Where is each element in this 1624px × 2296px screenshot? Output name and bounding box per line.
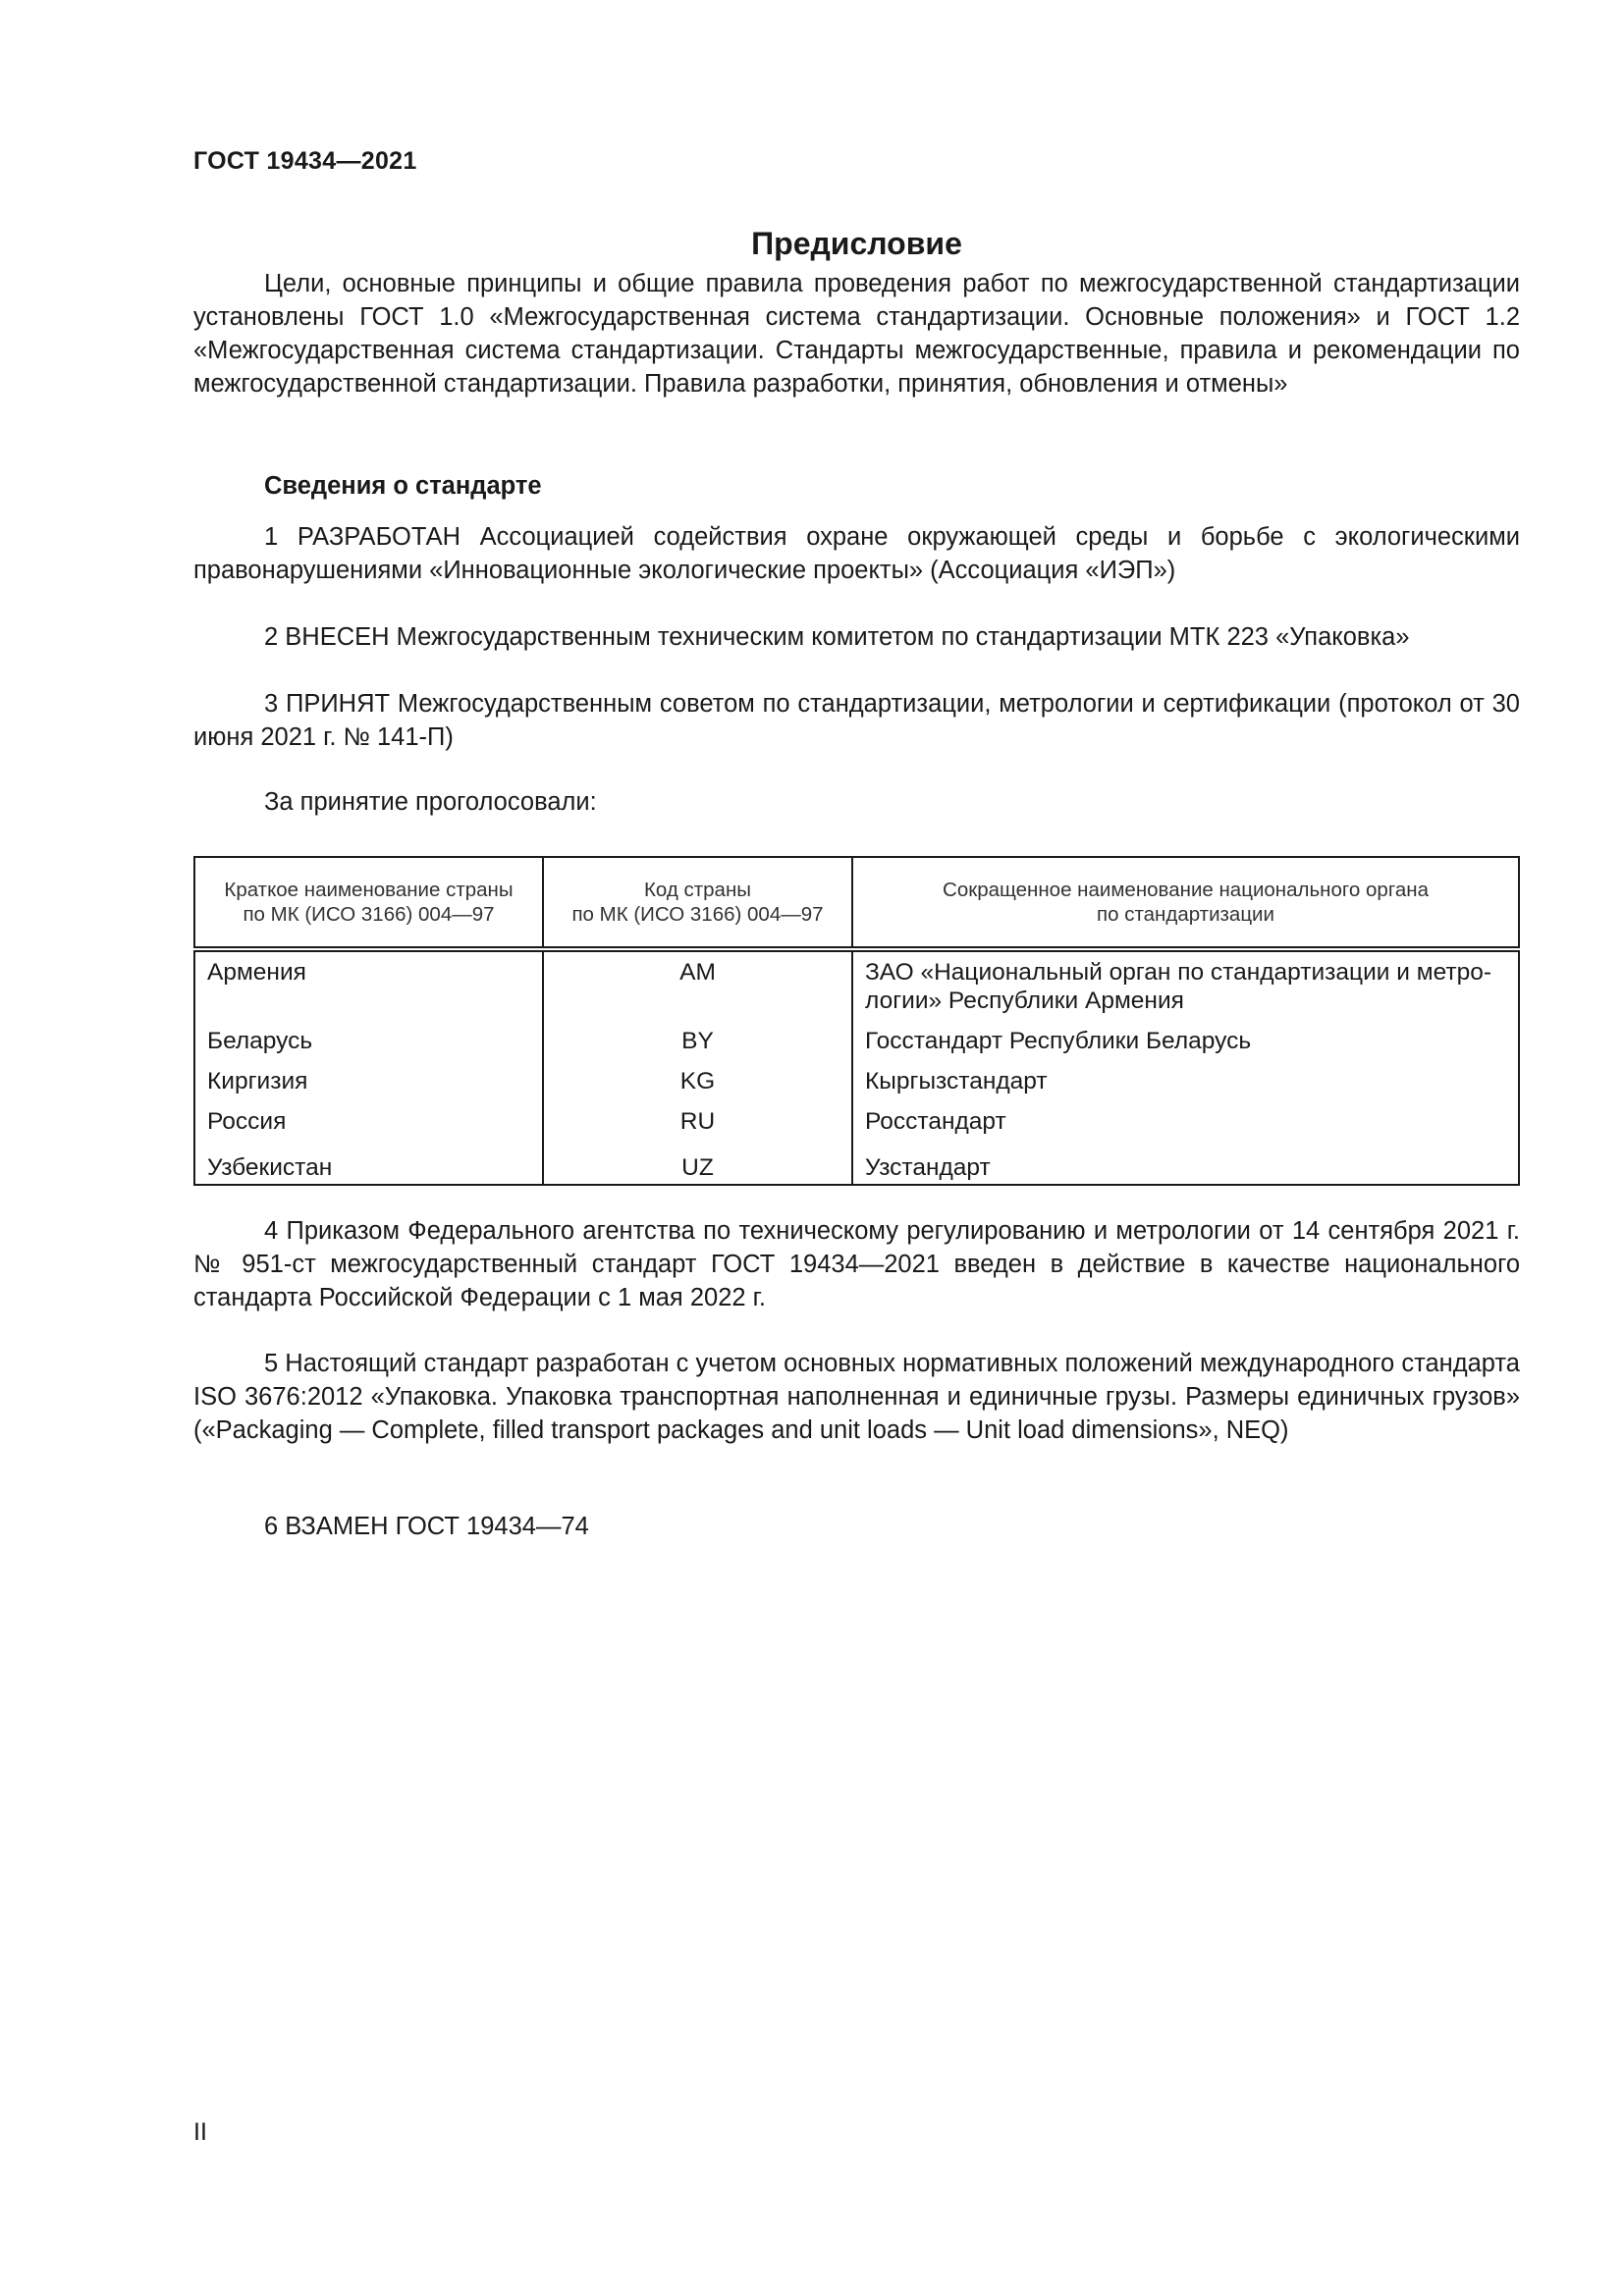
member-states-table (193, 856, 1520, 1186)
code-cell: RU (543, 1101, 852, 1142)
body-cell: Узстандарт (852, 1142, 1519, 1185)
item-3: 3 ПРИНЯТ Межгосударственным советом по стандартизации, метрологии и сертификации (протокол от 30 июня 2021 г. № 141-П) (193, 690, 1520, 751)
country-cell: Россия (194, 1101, 543, 1142)
table-row (194, 1101, 1519, 1142)
intro-paragraph: Цели, основные принципы и общие правила проведения работ по межгосударственной стандартизации установлены ГОСТ 1.0 «Межгосударственная система стандартизации. Основные положения» и ГОСТ 1.2 «Межгосударственная система стандартизации. Стандарты межгосударственные, правила и рекомендации по межгосударственной стандартизации. Правила разработки, принятия, обновления и отмены» (193, 270, 1520, 398)
table-row (194, 1021, 1519, 1061)
table-row (194, 1142, 1519, 1185)
header-code: Код страны по МК (ИСО 3166) 004—97 (543, 857, 852, 949)
info-heading: Сведения о стандарте (264, 472, 542, 500)
table-row (194, 949, 1519, 1021)
document-code: ГОСТ 19434—2021 (193, 147, 417, 175)
item-5: 5 Настоящий стандарт разработан с учетом основных нормативных положений международного стандарта ISO 3676:2012 «Упаковка. Упаковка транспортная наполненная и единичные грузы. Размеры единичных грузов» («Packaging — Complete, filled transport packages and unit loads — Unit load dimensions», NEQ) (193, 1350, 1520, 1444)
code-cell: BY (543, 1021, 852, 1061)
header-body: Сокращенное наименование национального органа по стандартизации (852, 857, 1519, 949)
code-cell: KG (543, 1061, 852, 1101)
item-6: 6 ВЗАМЕН ГОСТ 19434—74 (264, 1513, 589, 1540)
body-cell: Госстандарт Республики Беларусь (852, 1021, 1519, 1061)
page-title: Предисловие (751, 226, 962, 261)
vote-label: За принятие проголосовали: (264, 788, 597, 816)
header-country: Краткое наименование страны по МК (ИСО 3166) 004—97 (194, 857, 543, 949)
code-cell: AM (543, 949, 852, 1021)
table-header-row (194, 857, 1519, 949)
body-cell: Росстандарт (852, 1101, 1519, 1142)
country-cell: Узбекистан (194, 1142, 543, 1185)
item-2: 2 ВНЕСЕН Межгосударственным техническим комитетом по стандартизации МТК 223 «Упаковка» (264, 623, 1410, 651)
country-cell: Беларусь (194, 1021, 543, 1061)
country-cell: Киргизия (194, 1061, 543, 1101)
code-cell: UZ (543, 1142, 852, 1185)
body-cell: ЗАО «Национальный орган по стандартизации и метро- логии» Республики Армения (852, 949, 1519, 1021)
body-cell: Кыргызстандарт (852, 1061, 1519, 1101)
item-4: 4 Приказом Федерального агентства по техническому регулированию и метрологии от 14 сентября 2021 г. № 951-ст межгосударственный стандарт ГОСТ 19434—2021 введен в действие в качестве национального стандарта Российской Федерации с 1 мая 2022 г. (193, 1217, 1520, 1311)
country-cell: Армения (194, 949, 543, 1021)
page-number: II (193, 2118, 207, 2146)
table-row (194, 1061, 1519, 1101)
item-1: 1 РАЗРАБОТАН Ассоциацией содействия охране окружающей среды и борьбе с экологическими правонарушениями «Инновационные экологические проекты» (Ассоциация «ИЭП») (193, 523, 1520, 584)
